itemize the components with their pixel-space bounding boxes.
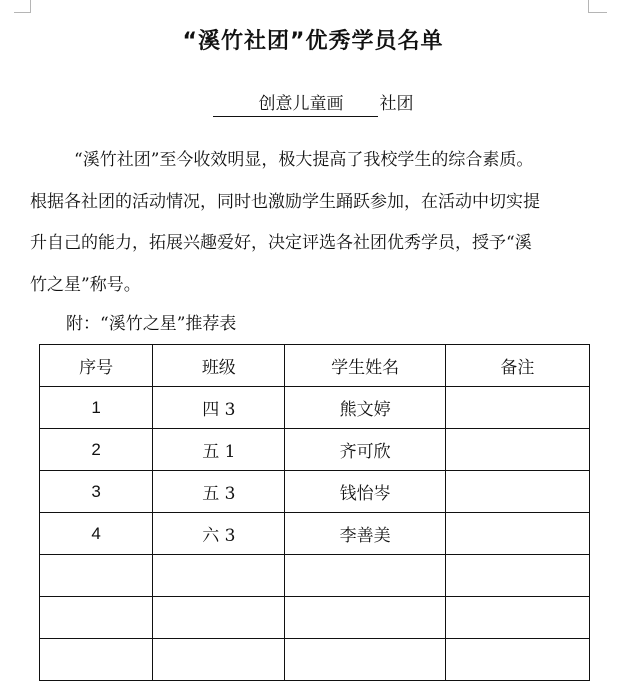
document-title: “溪竹社团”优秀学员名单 [182,29,444,54]
header-note: 备注 [445,345,589,387]
cell-note [445,513,589,555]
cell-class: 四 3 [153,387,285,429]
cell-class: 六 3 [153,513,285,555]
club-suffix: 社团 [379,94,414,114]
paragraph-line: “溪竹社团”至今收效明显，极大提高了我校学生的综合素质。 [74,150,534,170]
cell-class [153,639,285,681]
table-row [40,597,590,639]
cell-index [40,597,153,639]
cell-student-name: 熊文婷 [285,387,445,429]
cell-note [445,387,589,429]
club-line [0,90,626,118]
paragraph-line: 根据各社团的活动情况，同时也激励学生踊跃参加，在活动中切实提 [30,191,540,212]
cell-note [445,555,589,597]
cell-class [153,555,285,597]
cell-student-name: 李善美 [285,513,445,555]
cell-index: 2 [40,429,153,471]
cell-note [445,639,589,681]
cell-student-name [285,597,445,639]
page-corner-mark-right [588,0,607,13]
page-corner-mark-left [14,0,31,13]
header-student-name: 学生姓名 [285,345,445,387]
cell-index: 1 [40,387,153,429]
cell-class: 五 3 [153,471,285,513]
table-row [40,429,590,471]
header-class: 班级 [153,345,285,387]
cell-index [40,639,153,681]
table-row [40,555,590,597]
cell-student-name [285,555,445,597]
club-name: 创意儿童画 [213,92,378,117]
cell-student-name: 钱怡岑 [285,471,445,513]
table-header-row [40,345,590,387]
recommendation-table [39,344,590,681]
cell-index [40,555,153,597]
cell-note [445,597,589,639]
cell-note [445,429,589,471]
paragraph-line: 升自己的能力，拓展兴趣爱好，决定评选各社团优秀学员，授予“溪 [30,233,532,253]
paragraph-line: 竹之星”称号。 [30,274,141,295]
cell-note [445,471,589,513]
table-row [40,639,590,681]
attachment-label: 附：“溪竹之星”推荐表 [66,314,237,334]
table-row [40,471,590,513]
cell-index: 3 [40,471,153,513]
table-row [40,513,590,555]
cell-class [153,597,285,639]
cell-class: 五 1 [153,429,285,471]
intro-paragraph [30,140,594,306]
header-index: 序号 [40,345,153,387]
cell-index: 4 [40,513,153,555]
cell-student-name [285,639,445,681]
table-row [40,387,590,429]
cell-student-name: 齐可欣 [285,429,445,471]
